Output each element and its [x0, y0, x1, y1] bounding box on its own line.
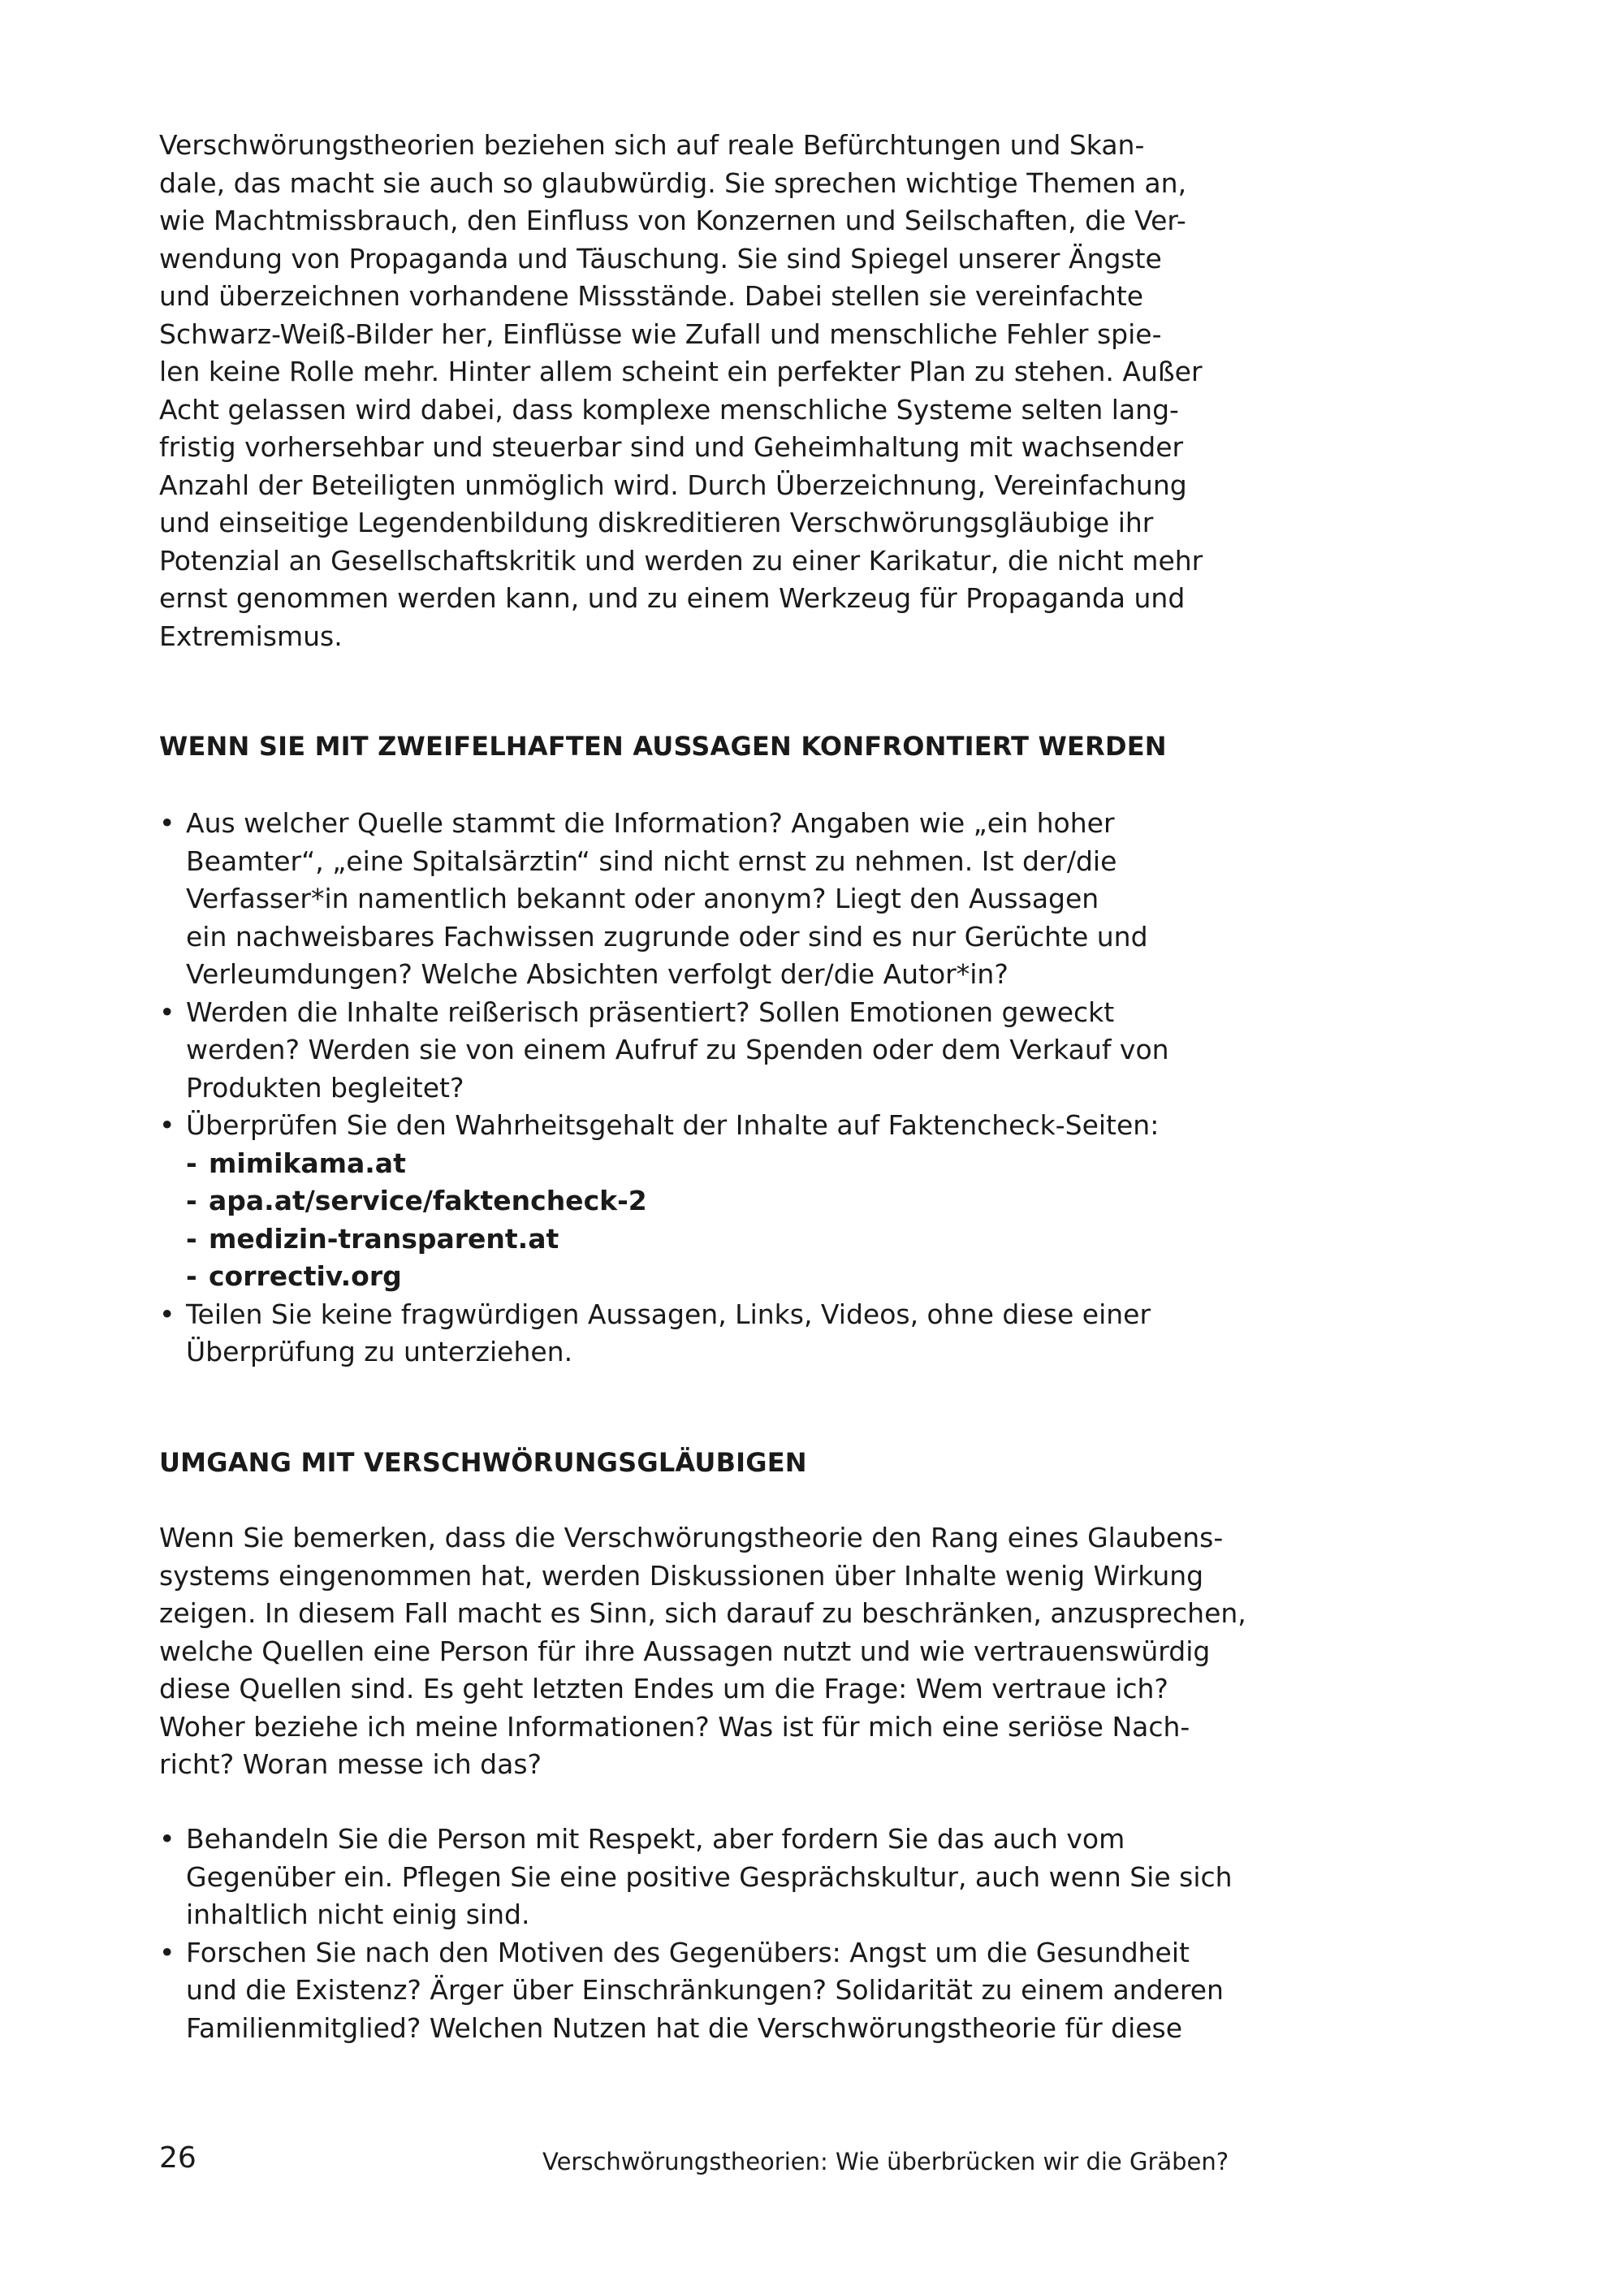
list-item [159, 1821, 1233, 1934]
text-line: Verfasser*in namentlich bekannt oder anonym? Liegt den Aussagen [186, 883, 1099, 914]
bullet-icon: • [159, 1936, 175, 1968]
text-line: wendung von Propaganda und Täuschung. Sie sind Spiegel unserer Ängste [159, 242, 1162, 274]
text-line: Aus welcher Quelle stammt die Information? Angaben wie „ein hoher [186, 807, 1115, 839]
factcheck-link-medizin-transparent[interactable] [186, 1220, 1143, 1259]
text-line: zeigen. In diesem Fall macht es Sinn, sich darauf zu beschränken, anzusprechen, [159, 1597, 1246, 1629]
bullet-icon: • [159, 1823, 175, 1855]
text-line: Teilen Sie keine fragwürdigen Aussagen, Links, Videos, ohne diese einer [186, 1298, 1151, 1330]
bullet-list [159, 1821, 1233, 2047]
section2-paragraph-container [159, 1519, 1246, 1784]
text-line: ein nachweisbares Fachwissen zugrunde oder sind es nur Gerüchte und [186, 920, 1148, 953]
footer-title: Verschwörungstheorien: Wie überbrücken wir die Gräben? [542, 2148, 1229, 2175]
section2-paragraph [159, 1519, 1246, 1784]
text-line: dale, das macht sie auch so glaubwürdig. Sie sprechen wichtige Themen an, [159, 166, 1187, 199]
text-line: Anzahl der Beteiligten unmöglich wird. Durch Überzeichnung, Vereinfachung [159, 469, 1187, 501]
text-line: Woher beziehe ich meine Informationen? Was ist für mich eine seriöse Nach- [159, 1710, 1190, 1743]
link-text[interactable]: mimikama.at [209, 1147, 406, 1179]
text-line: und überzeichnen vorhandene Missstände. Dabei stellen sie vereinfachte [159, 280, 1144, 312]
text-line: Überprüfung zu unterziehen. [186, 1336, 573, 1367]
link-text[interactable]: correctiv.org [209, 1260, 402, 1292]
text-line: Verleumdungen? Welche Absichten verfolgt der/die Autor*in? [186, 958, 1009, 990]
list-item [159, 994, 1169, 1108]
list-item [159, 1934, 1224, 2048]
list-item [159, 1296, 1151, 1372]
text-line: richt? Woran messe ich das? [159, 1748, 542, 1780]
text-line: Werden die Inhalte reißerisch präsentiert? Sollen Emotionen geweckt [186, 996, 1115, 1028]
text-line: Produkten begleitet? [186, 1071, 464, 1104]
section-heading-zweifelhafte-aussagen: WENN SIE MIT ZWEIFELHAFTEN AUSSAGEN KONFRONTIERT WERDEN [159, 731, 1167, 762]
link-text[interactable]: apa.at/service/faktencheck-2 [209, 1185, 647, 1216]
bullet-list [159, 805, 1169, 1372]
text-line: werden? Werden sie von einem Aufruf zu Spenden oder dem Verkauf von [186, 1034, 1169, 1065]
link-text[interactable]: medizin-transparent.at [209, 1222, 559, 1255]
bullet-icon: • [159, 996, 175, 1028]
text-line: diese Quellen sind. Es geht letzten Endes um die Frage: Wem vertraue ich? [159, 1673, 1168, 1704]
dash-icon: - [186, 1260, 197, 1292]
bullet-icon: • [159, 1109, 175, 1141]
text-line: Verschwörungstheorien beziehen sich auf reale Befürchtungen und Skan- [159, 129, 1145, 161]
section2-list-container [159, 1821, 1233, 2047]
bullet-icon: • [159, 807, 175, 839]
dash-icon: - [186, 1185, 197, 1216]
page-number: 26 [159, 2141, 197, 2175]
text-line: Acht gelassen wird dabei, dass komplexe menschliche Systeme selten lang- [159, 393, 1179, 426]
intro-section [159, 127, 1203, 655]
dash-icon: - [186, 1147, 197, 1179]
text-line: Potenzial an Gesellschaftskritik und werden zu einer Karikatur, die nicht mehr [159, 544, 1203, 577]
text-line: Wenn Sie bemerken, dass die Verschwörungstheorie den Rang eines Glaubens- [159, 1522, 1224, 1553]
dash-icon: - [186, 1222, 197, 1255]
text-line: Behandeln Sie die Person mit Respekt, aber fordern Sie das auch vom [186, 1823, 1125, 1855]
text-line: inhaltlich nicht einig sind. [186, 1899, 530, 1930]
text-line: fristig vorhersehbar und steuerbar sind und Geheimhaltung mit wachsender [159, 431, 1184, 463]
text-line: Forschen Sie nach den Motiven des Gegenübers: Angst um die Gesundheit [186, 1936, 1190, 1968]
text-line: Überprüfen Sie den Wahrheitsgehalt der Inhalte auf Faktencheck-Seiten: [186, 1109, 1160, 1141]
text-line: len keine Rolle mehr. Hinter allem scheint ein perfekter Plan zu stehen. Außer [159, 356, 1203, 387]
bullet-icon: • [159, 1298, 175, 1330]
text-line: welche Quellen eine Person für ihre Aussagen nutzt und wie vertrauenswürdig [159, 1635, 1211, 1667]
factcheck-link-list [186, 1145, 1143, 1296]
list-item [159, 1107, 1160, 1296]
text-line: Extremismus. [159, 620, 343, 652]
text-line: wie Machtmissbrauch, den Einfluss von Konzernen und Seilschaften, die Ver- [159, 205, 1186, 236]
factcheck-link-apa[interactable] [186, 1182, 1143, 1220]
text-line: Familienmitglied? Welchen Nutzen hat die Verschwörungstheorie für diese [186, 2011, 1183, 2044]
section-heading-umgang: UMGANG MIT VERSCHWÖRUNGSGLÄUBIGEN [159, 1447, 807, 1478]
text-line: systems eingenommen hat, werden Diskussionen über Inhalte wenig Wirkung [159, 1559, 1204, 1592]
text-line: Beamter“, „eine Spitalsärztin“ sind nicht ernst zu nehmen. Ist der/die [186, 845, 1117, 877]
text-line: Gegenüber ein. Pflegen Sie eine positive Gesprächskultur, auch wenn Sie sich [186, 1860, 1233, 1893]
factcheck-link-mimikama[interactable] [186, 1145, 1143, 1183]
factcheck-link-correctiv[interactable] [186, 1258, 1143, 1296]
text-line: und die Existenz? Ärger über Einschränkungen? Solidarität zu einem anderen [186, 1974, 1224, 2006]
list-item [159, 805, 1148, 994]
text-line: Schwarz-Weiß-Bilder her, Einflüsse wie Zufall und menschliche Fehler spie- [159, 318, 1162, 350]
intro-paragraph [159, 127, 1203, 655]
text-line: ernst genommen werden kann, und zu einem Werkzeug für Propaganda und [159, 582, 1186, 614]
section1-list-container [159, 805, 1169, 1372]
text-line: und einseitige Legendenbildung diskreditieren Verschwörungsgläubige ihr [159, 507, 1154, 538]
